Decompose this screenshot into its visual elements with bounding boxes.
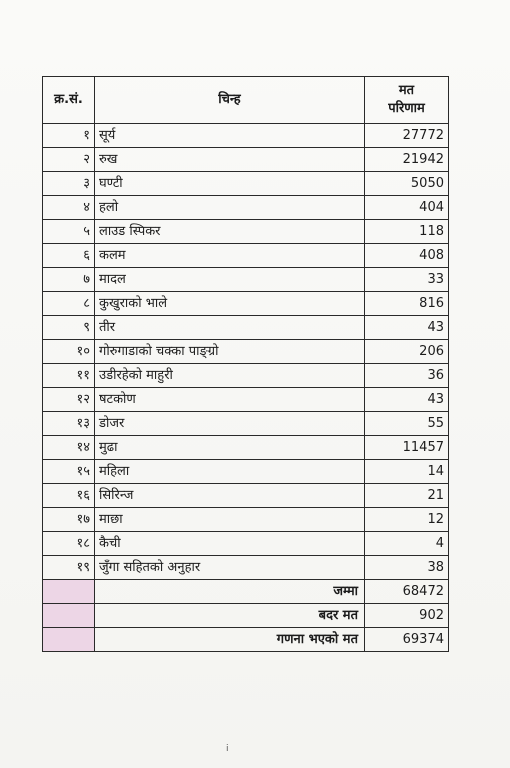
table-row — [43, 292, 449, 316]
row-votes: 43 — [365, 316, 449, 340]
row-votes: 21 — [365, 484, 449, 508]
row-serial-number: ८ — [43, 292, 95, 316]
row-votes: 118 — [365, 220, 449, 244]
row-serial-number: १२ — [43, 388, 95, 412]
summary-votes: 69374 — [365, 628, 449, 652]
header-vote-result-line1: मत — [398, 83, 415, 98]
row-votes: 14 — [365, 460, 449, 484]
table-body — [43, 124, 449, 580]
table-row — [43, 364, 449, 388]
summary-votes: 902 — [365, 604, 449, 628]
table-row — [43, 412, 449, 436]
row-votes: 11457 — [365, 436, 449, 460]
table-row — [43, 556, 449, 580]
row-serial-number: १५ — [43, 460, 95, 484]
row-serial-number: ३ — [43, 172, 95, 196]
summary-empty-cell — [43, 580, 95, 604]
row-votes: 43 — [365, 388, 449, 412]
row-votes: 4 — [365, 532, 449, 556]
summary-empty-cell — [43, 604, 95, 628]
row-symbol: सूर्य — [95, 124, 365, 148]
header-vote-result — [365, 77, 449, 124]
table-row — [43, 532, 449, 556]
row-serial-number: १६ — [43, 484, 95, 508]
row-votes: 404 — [365, 196, 449, 220]
table-row — [43, 484, 449, 508]
row-serial-number: ६ — [43, 244, 95, 268]
table-row — [43, 220, 449, 244]
row-votes: 5050 — [365, 172, 449, 196]
row-serial-number: ९ — [43, 316, 95, 340]
row-symbol: रुख — [95, 148, 365, 172]
table-row — [43, 508, 449, 532]
header-symbol: चिन्ह — [95, 77, 365, 124]
row-serial-number: ११ — [43, 364, 95, 388]
summary-row — [43, 604, 449, 628]
summary-votes: 68472 — [365, 580, 449, 604]
row-symbol: कलम — [95, 244, 365, 268]
row-votes: 206 — [365, 340, 449, 364]
row-serial-number: १४ — [43, 436, 95, 460]
header-vote-result-line2: परिणाम — [388, 101, 425, 116]
summary-row — [43, 580, 449, 604]
row-symbol: गोरुगाडाको चक्का पाङ्ग्रो — [95, 340, 365, 364]
row-symbol: लाउड स्पिकर — [95, 220, 365, 244]
table-row — [43, 388, 449, 412]
table-row — [43, 172, 449, 196]
row-symbol: सिरिन्ज — [95, 484, 365, 508]
row-votes: 816 — [365, 292, 449, 316]
row-symbol: षटकोण — [95, 388, 365, 412]
row-serial-number: ५ — [43, 220, 95, 244]
row-votes: 21942 — [365, 148, 449, 172]
summary-label: जम्मा — [95, 580, 365, 604]
table-row — [43, 244, 449, 268]
row-serial-number: १० — [43, 340, 95, 364]
row-votes: 38 — [365, 556, 449, 580]
row-symbol: कैची — [95, 532, 365, 556]
row-symbol: डोजर — [95, 412, 365, 436]
row-symbol: मुढा — [95, 436, 365, 460]
table-row — [43, 148, 449, 172]
summary-empty-cell — [43, 628, 95, 652]
summary-label: गणना भएको मत — [95, 628, 365, 652]
row-serial-number: १८ — [43, 532, 95, 556]
page-footer-mark: i — [226, 744, 229, 754]
row-serial-number: १७ — [43, 508, 95, 532]
summary-body — [43, 580, 449, 652]
row-symbol: कुखुराको भाले — [95, 292, 365, 316]
row-votes: 12 — [365, 508, 449, 532]
table-header-row — [43, 77, 449, 124]
row-serial-number: १३ — [43, 412, 95, 436]
row-serial-number: १ — [43, 124, 95, 148]
row-votes: 55 — [365, 412, 449, 436]
table-row — [43, 268, 449, 292]
row-votes: 408 — [365, 244, 449, 268]
row-symbol: मादल — [95, 268, 365, 292]
row-symbol: हलो — [95, 196, 365, 220]
row-serial-number: २ — [43, 148, 95, 172]
summary-row — [43, 628, 449, 652]
header-serial-number: क्र.सं. — [43, 77, 95, 124]
table-row — [43, 340, 449, 364]
table-row — [43, 460, 449, 484]
row-serial-number: १९ — [43, 556, 95, 580]
row-serial-number: ४ — [43, 196, 95, 220]
row-votes: 27772 — [365, 124, 449, 148]
row-symbol: घण्टी — [95, 172, 365, 196]
summary-label: बदर मत — [95, 604, 365, 628]
table-row — [43, 124, 449, 148]
row-symbol: माछा — [95, 508, 365, 532]
vote-results-table — [42, 76, 449, 652]
row-votes: 33 — [365, 268, 449, 292]
table-row — [43, 436, 449, 460]
row-votes: 36 — [365, 364, 449, 388]
row-serial-number: ७ — [43, 268, 95, 292]
row-symbol: तीर — [95, 316, 365, 340]
row-symbol: महिला — [95, 460, 365, 484]
row-symbol: उडीरहेको माहुरी — [95, 364, 365, 388]
table-row — [43, 196, 449, 220]
table-row — [43, 316, 449, 340]
row-symbol: जुँगा सहितको अनुहार — [95, 556, 365, 580]
